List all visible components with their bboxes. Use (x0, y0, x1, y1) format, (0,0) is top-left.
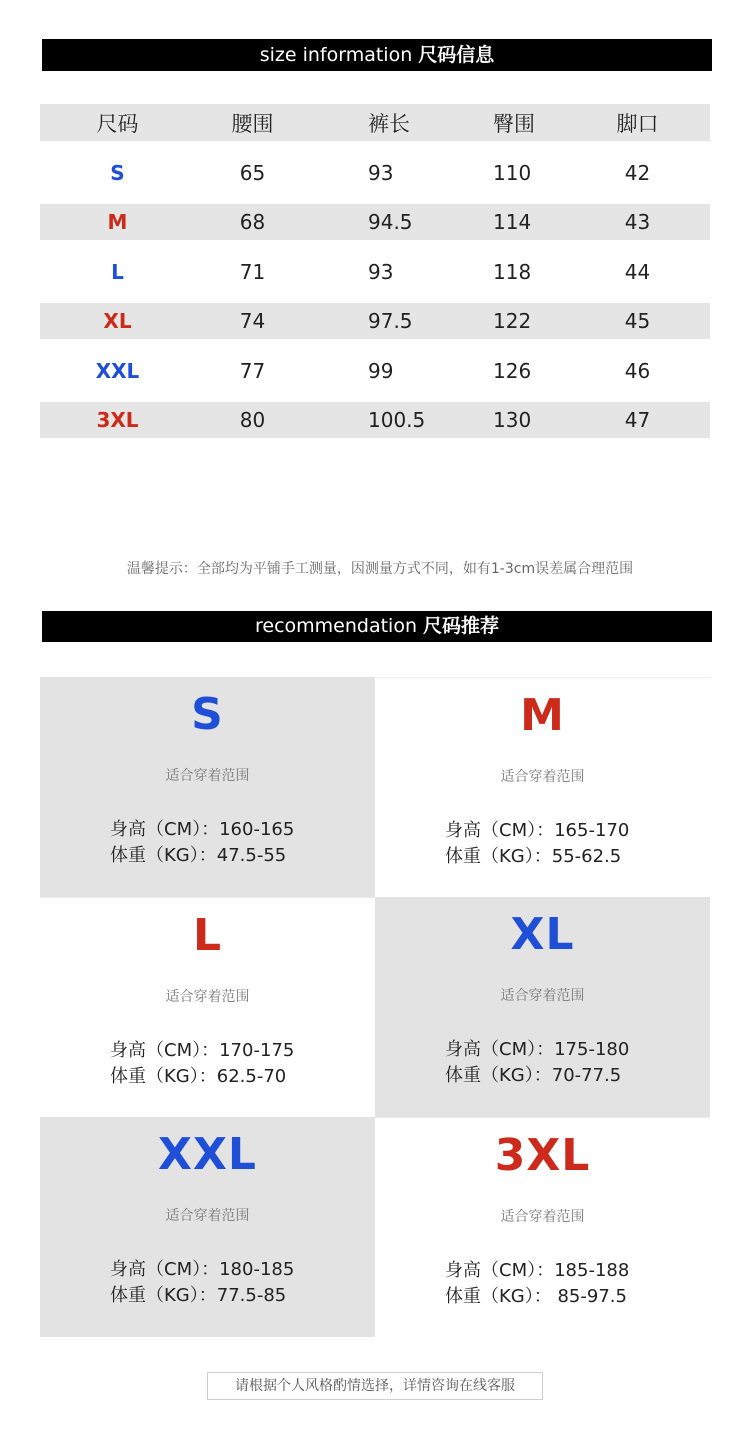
size-table-header (40, 104, 710, 141)
recommend-range-label: 适合穿着范围 (165, 989, 250, 1005)
recommend-weight: 体重（KG）：62.5-70 (110, 1066, 287, 1087)
row-size-label: S (110, 160, 125, 185)
row-length: 97.5 (368, 309, 413, 333)
recommendation-header (42, 611, 712, 642)
row-hem: 47 (624, 408, 651, 432)
row-hip: 118 (493, 259, 532, 284)
row-hip: 110 (493, 160, 532, 185)
row-waist: 65 (239, 160, 266, 185)
table-row (40, 204, 710, 240)
size-information-title-en: size information (259, 44, 413, 66)
recommend-weight: 体重（KG）：47.5-55 (110, 845, 287, 866)
recommend-range-label: 适合穿着范围 (165, 1208, 250, 1224)
recommend-height: 身高（CM）：165-170 (445, 820, 630, 841)
row-waist: 80 (239, 408, 266, 432)
recommend-card-3xl (375, 1117, 710, 1337)
recommend-size: S (191, 689, 224, 740)
recommend-range-label: 适合穿着范围 (500, 1209, 585, 1225)
recommend-size: XXL (158, 1129, 257, 1180)
row-length: 93 (368, 259, 394, 284)
table-row (40, 339, 710, 402)
size-information-title-cn: 尺码信息 (418, 44, 495, 66)
size-table (40, 104, 710, 438)
row-hip: 126 (493, 358, 532, 383)
recommend-card-s (40, 677, 375, 897)
row-hem: 46 (624, 358, 651, 383)
recommend-weight: 体重（KG）：77.5-85 (110, 1285, 287, 1306)
row-length: 99 (368, 358, 394, 383)
recommend-height: 身高（CM）：175-180 (445, 1039, 630, 1060)
recommend-range-label: 适合穿着范围 (165, 768, 250, 784)
recommend-range-label: 适合穿着范围 (500, 988, 585, 1004)
row-hip: 122 (493, 309, 532, 333)
recommend-size: XL (510, 909, 575, 960)
recommend-size: M (520, 690, 565, 741)
row-hem: 45 (624, 309, 651, 333)
row-size-label: 3XL (96, 408, 139, 432)
table-row (40, 240, 710, 303)
measurement-tip: 温馨提示：全部均为平铺手工测量，因测量方式不同，如有1-3cm误差属合理范围 (126, 561, 634, 577)
recommend-card-xl (375, 897, 710, 1117)
recommend-size: 3XL (494, 1130, 591, 1181)
size-information-header (42, 39, 712, 71)
header-hip: 臀围 (493, 111, 535, 136)
recommendation-title-en: recommendation (254, 615, 417, 637)
header-hem: 脚口 (616, 111, 659, 136)
table-row (40, 141, 710, 204)
customer-service-note: 请根据个人风格酌情选择，详情咨询在线客服 (207, 1372, 543, 1400)
row-waist: 74 (239, 309, 266, 333)
row-hem: 42 (624, 160, 651, 185)
row-length: 94.5 (368, 210, 413, 234)
row-size-label: XXL (95, 358, 140, 383)
table-row (40, 303, 710, 339)
recommend-height: 身高（CM）：185-188 (445, 1260, 630, 1281)
recommend-weight: 体重（KG）：70-77.5 (445, 1065, 622, 1086)
row-size-label: M (107, 210, 128, 234)
row-hem: 44 (624, 259, 651, 284)
recommend-height: 身高（CM）：180-185 (110, 1259, 295, 1280)
recommend-range-label: 适合穿着范围 (500, 769, 585, 785)
row-hem: 43 (624, 210, 651, 234)
row-size-label: XL (103, 309, 132, 333)
recommend-card-m (375, 677, 710, 897)
recommend-size: L (192, 910, 223, 961)
header-size: 尺码 (96, 111, 139, 136)
recommend-card-l (40, 897, 375, 1117)
header-length: 裤长 (368, 111, 410, 136)
table-row (40, 402, 710, 438)
row-hip: 114 (493, 210, 532, 234)
recommend-weight: 体重（KG）： 85-97.5 (445, 1286, 627, 1307)
recommendation-grid (40, 677, 710, 1337)
recommend-height: 身高（CM）：170-175 (110, 1040, 295, 1061)
row-length: 100.5 (368, 408, 426, 432)
recommend-height: 身高（CM）：160-165 (110, 819, 295, 840)
row-size-label: L (111, 259, 124, 284)
recommend-weight: 体重（KG）：55-62.5 (445, 846, 622, 867)
row-waist: 71 (239, 259, 266, 284)
header-waist: 腰围 (231, 111, 274, 136)
row-waist: 68 (239, 210, 266, 234)
recommend-card-xxl (40, 1117, 375, 1337)
recommendation-title-cn: 尺码推荐 (423, 615, 500, 637)
row-hip: 130 (493, 408, 532, 432)
row-waist: 77 (239, 358, 266, 383)
row-length: 93 (368, 160, 394, 185)
